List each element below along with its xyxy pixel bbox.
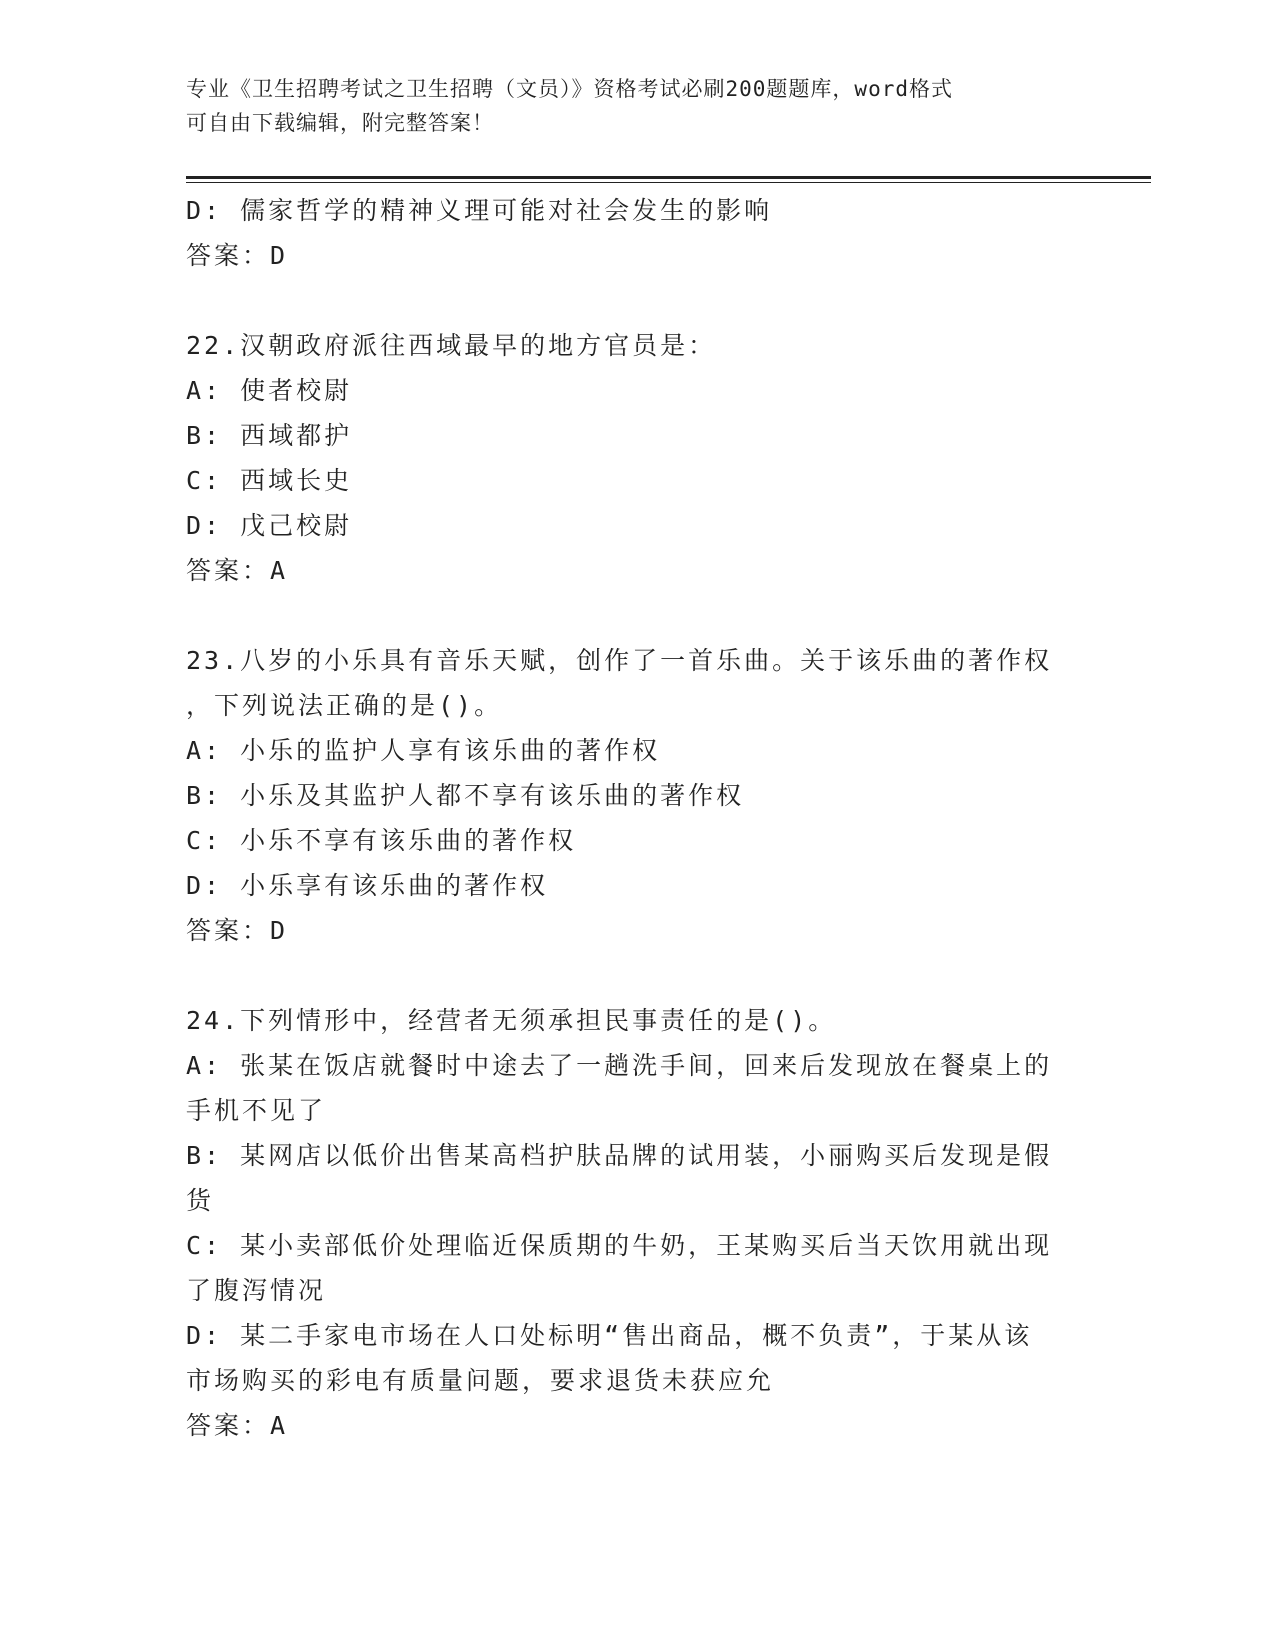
q22-answer: 答案：A — [186, 556, 289, 585]
q24-option-a-line-2: 手机不见了 — [186, 1096, 327, 1125]
q23-stem-line-1: 23.八岁的小乐具有音乐天赋，创作了一首乐曲。关于该乐曲的著作权 — [186, 646, 1053, 675]
q21-answer: 答案：D — [186, 241, 289, 270]
q22-option-c: C: 西域长史 — [186, 466, 353, 495]
spacer — [186, 593, 1066, 638]
document-header — [186, 72, 1066, 140]
header-divider-thin — [186, 182, 1151, 183]
spacer — [186, 953, 1066, 998]
header-divider-thick — [186, 176, 1151, 179]
q21-option-d: D: 儒家哲学的精神义理可能对社会发生的影响 — [186, 196, 773, 225]
q23-stem-line-2: ，下列说法正确的是()。 — [186, 691, 503, 720]
q24-option-d-line-1: D: 某二手家电市场在人口处标明“售出商品，概不负责”，于某从该 — [186, 1321, 1033, 1350]
q24-answer: 答案：A — [186, 1411, 289, 1440]
q23-option-c: C: 小乐不享有该乐曲的著作权 — [186, 826, 577, 855]
q24-option-b-line-2: 货 — [186, 1186, 215, 1215]
q24-option-c-line-2: 了腹泻情况 — [186, 1276, 327, 1305]
q22-option-a: A: 使者校尉 — [186, 376, 353, 405]
q23-option-b: B: 小乐及其监护人都不享有该乐曲的著作权 — [186, 781, 745, 810]
document-body — [186, 188, 1066, 1448]
q24-option-d-line-2: 市场购买的彩电有质量问题，要求退货未获应允 — [186, 1366, 775, 1395]
q24-option-b-line-1: B: 某网店以低价出售某高档护肤品牌的试用装，小丽购买后发现是假 — [186, 1141, 1053, 1170]
q22-stem: 22.汉朝政府派往西域最早的地方官员是： — [186, 331, 717, 360]
q24-option-c-line-1: C: 某小卖部低价处理临近保质期的牛奶，王某购买后当天饮用就出现 — [186, 1231, 1053, 1260]
q23-option-d: D: 小乐享有该乐曲的著作权 — [186, 871, 549, 900]
q23-answer: 答案：D — [186, 916, 289, 945]
header-line-1: 专业《卫生招聘考试之卫生招聘（文员）》资格考试必刷200题题库，word格式 — [186, 77, 953, 101]
q22-option-d: D: 戊己校尉 — [186, 511, 353, 540]
q24-stem: 24.下列情形中，经营者无须承担民事责任的是()。 — [186, 1006, 837, 1035]
q22-option-b: B: 西域都护 — [186, 421, 353, 450]
q24-option-a-line-1: A: 张某在饭店就餐时中途去了一趟洗手间，回来后发现放在餐桌上的 — [186, 1051, 1053, 1080]
spacer — [186, 278, 1066, 323]
header-line-2: 可自由下载编辑，附完整答案！ — [186, 111, 494, 135]
q23-option-a: A: 小乐的监护人享有该乐曲的著作权 — [186, 736, 661, 765]
